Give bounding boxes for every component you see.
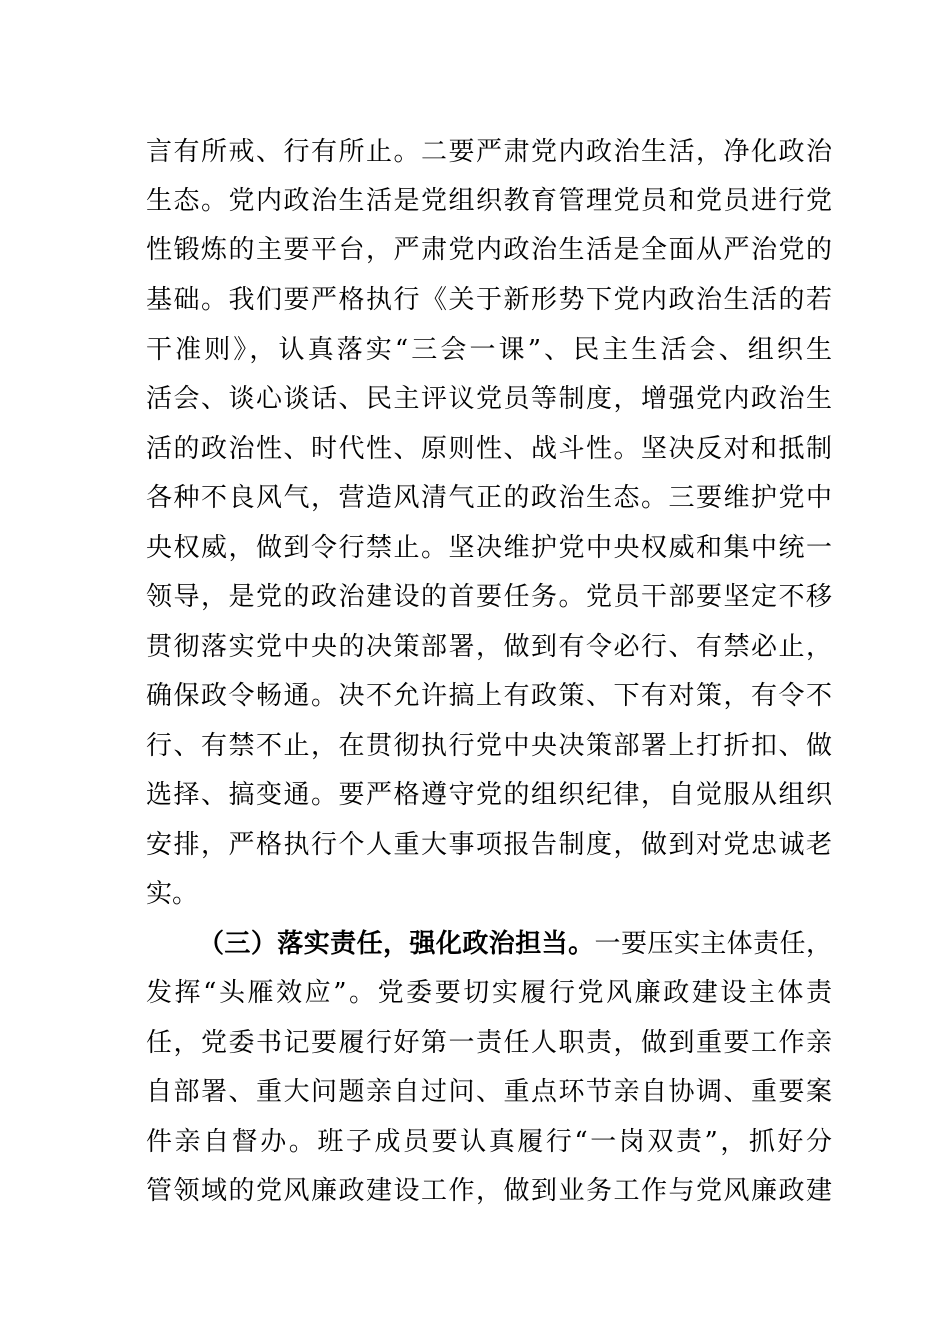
text-line: 领导，是党的政治建设的首要任务。党员干部要坚定不移 [146, 582, 832, 612]
text-line: 贯彻落实党中央的决策部署，做到有令必行、有禁必止， [146, 632, 832, 662]
text-line: 干准则》，认真落实“三会一课”、民主生活会、组织生 [146, 335, 832, 365]
text-line: 自部署、重大问题亲自过问、重点环节亲自协调、重要案 [146, 1077, 832, 1107]
heading-line-text: 一要压实主体责任， [594, 929, 832, 959]
section-heading-line [198, 927, 832, 961]
text-line: 任，党委书记要履行好第一责任人职责，做到重要工作亲 [146, 1028, 832, 1058]
text-line: 件亲自督办。班子成员要认真履行“一岗双责”，抓好分 [146, 1127, 832, 1157]
text-line: 管领域的党风廉政建设工作，做到业务工作与党风廉政建 [146, 1176, 832, 1206]
text-line: 活会、谈心谈话、民主评议党员等制度，增强党内政治生 [146, 384, 832, 414]
section-heading: （三）落实责任，强化政治担当。 [198, 929, 595, 959]
text-line: 实。 [146, 879, 199, 909]
text-line: 基础。我们要严格执行《关于新形势下党内政治生活的若 [146, 285, 832, 315]
text-line: 选择、搞变通。要严格遵守党的组织纪律，自觉服从组织 [146, 780, 832, 810]
text-line: 安排，严格执行个人重大事项报告制度，做到对党忠诚老 [146, 830, 832, 860]
text-line: 生态。党内政治生活是党组织教育管理党员和党员进行党 [146, 186, 832, 216]
text-line: 言有所戒、行有所止。二要严肃党内政治生活，净化政治 [146, 137, 832, 167]
text-line: 行、有禁不止，在贯彻执行党中央决策部署上打折扣、做 [146, 731, 832, 761]
text-line: 性锻炼的主要平台，严肃党内政治生活是全面从严治党的 [146, 235, 832, 265]
text-line: 发挥“头雁效应”。党委要切实履行党风廉政建设主体责 [146, 978, 832, 1008]
text-line: 活的政治性、时代性、原则性、战斗性。坚决反对和抵制 [146, 434, 832, 464]
text-line: 央权威，做到令行禁止。坚决维护党中央权威和集中统一 [146, 533, 832, 563]
text-line: 确保政令畅通。决不允许搞上有政策、下有对策，有令不 [146, 681, 832, 711]
text-line: 各种不良风气，营造风清气正的政治生态。三要维护党中 [146, 483, 832, 513]
